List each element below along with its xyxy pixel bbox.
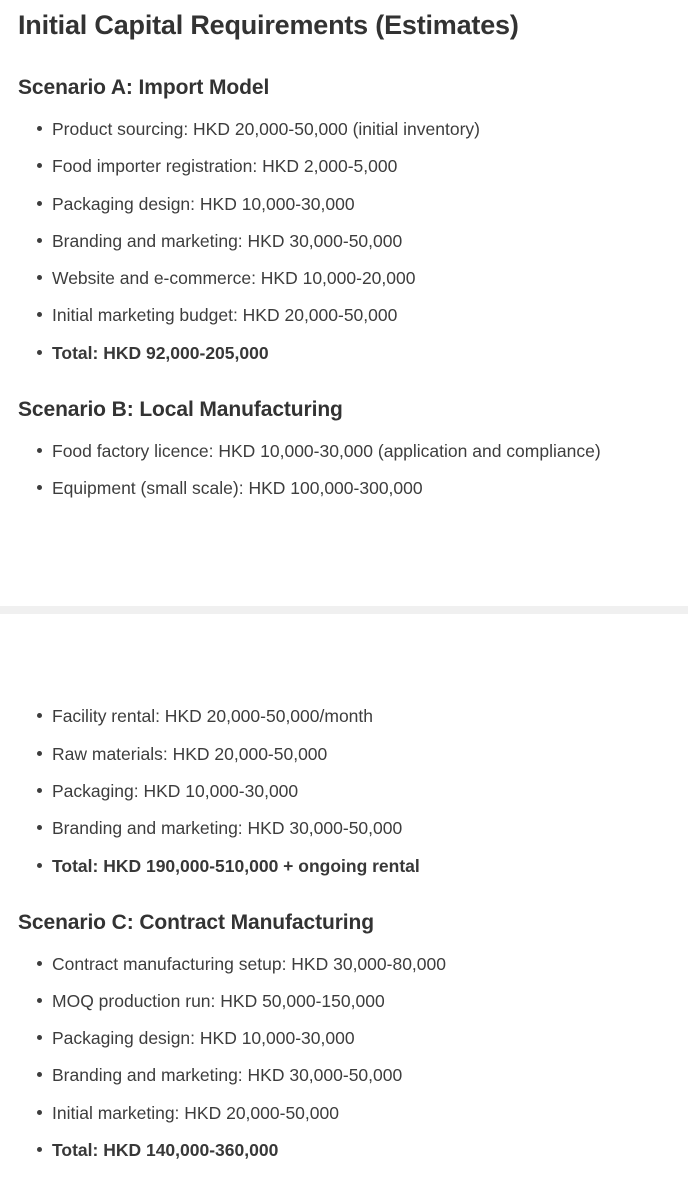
bullet-icon xyxy=(37,163,42,168)
bullet-icon xyxy=(37,1035,42,1040)
list-item-text: Equipment (small scale): HKD 100,000-300,000 xyxy=(52,478,423,499)
section-scenario-b-part-1 xyxy=(18,397,668,499)
bullet-icon xyxy=(37,713,42,718)
list-item-text: Contract manufacturing setup: HKD 30,000-80,000 xyxy=(52,953,446,974)
page-title: Initial Capital Requirements (Estimates) xyxy=(18,10,519,40)
bullet-icon xyxy=(37,126,42,131)
list-item-text: Initial marketing budget: HKD 20,000-50,000 xyxy=(52,305,398,326)
bullet-icon xyxy=(37,350,42,355)
list-item-text: Website and e-commerce: HKD 10,000-20,000 xyxy=(52,268,416,289)
list-item xyxy=(18,118,668,140)
section-scenario-a xyxy=(18,75,668,364)
bullet-icon xyxy=(37,485,42,490)
list-item-text: Total: HKD 140,000-360,000 xyxy=(52,1140,279,1161)
list-item-text: Packaging design: HKD 10,000-30,000 xyxy=(52,193,355,214)
bullet-icon xyxy=(37,863,42,868)
list-item xyxy=(18,705,668,727)
list-item-text: Branding and marketing: HKD 30,000-50,000 xyxy=(52,818,403,839)
list-item-total xyxy=(18,855,668,877)
scenario-a-heading: Scenario A: Import Model xyxy=(18,76,270,99)
bullet-icon xyxy=(37,751,42,756)
list-item-text: Raw materials: HKD 20,000-50,000 xyxy=(52,743,328,764)
list-item-text: Food factory licence: HKD 10,000-30,000 (application and compliance) xyxy=(52,440,601,461)
list-item-text: Total: HKD 92,000-205,000 xyxy=(52,342,269,363)
list-item-text: Branding and marketing: HKD 30,000-50,000 xyxy=(52,230,403,251)
bullet-icon xyxy=(37,448,42,453)
list-item-total xyxy=(18,342,668,364)
scenario-b-list-part-1 xyxy=(18,440,668,499)
list-item xyxy=(18,440,668,462)
scenario-b-heading: Scenario B: Local Manufacturing xyxy=(18,397,343,421)
list-item-text: Total: HKD 190,000-510,000 + ongoing rental xyxy=(52,855,420,876)
list-item xyxy=(18,990,668,1012)
list-item xyxy=(18,1064,668,1086)
list-item xyxy=(18,155,668,177)
bullet-icon xyxy=(37,312,42,317)
bullet-icon xyxy=(37,201,42,206)
scenario-c-heading: Scenario C: Contract Manufacturing xyxy=(18,910,374,934)
list-item xyxy=(18,477,668,499)
bullet-icon xyxy=(37,1072,42,1077)
list-item xyxy=(18,953,668,975)
list-item xyxy=(18,1027,668,1049)
list-item-text: Facility rental: HKD 20,000-50,000/month xyxy=(52,706,373,727)
scenario-b-list-part-2 xyxy=(18,705,668,876)
bullet-icon xyxy=(37,275,42,280)
list-item-text: Packaging: HKD 10,000-30,000 xyxy=(52,780,299,801)
section-scenario-b-part-2 xyxy=(18,705,668,876)
list-item-text: Food importer registration: HKD 2,000-5,000 xyxy=(52,156,398,177)
page-top-margin xyxy=(0,614,688,705)
list-item xyxy=(18,780,668,802)
bullet-icon xyxy=(37,961,42,966)
scenario-a-list xyxy=(18,118,668,364)
scenario-c-list xyxy=(18,953,668,1161)
list-item-total xyxy=(18,1139,668,1161)
document-page-2 xyxy=(0,705,688,1176)
list-item-text: Product sourcing: HKD 20,000-50,000 (initial inventory) xyxy=(52,119,480,139)
list-item xyxy=(18,193,668,215)
section-scenario-c xyxy=(18,910,668,1161)
list-item-text: Initial marketing: HKD 20,000-50,000 xyxy=(52,1102,339,1123)
list-item xyxy=(18,230,668,252)
bullet-icon xyxy=(37,238,42,243)
list-item xyxy=(18,743,668,765)
bullet-icon xyxy=(37,1110,42,1115)
list-item-text: Packaging design: HKD 10,000-30,000 xyxy=(52,1028,355,1049)
list-item xyxy=(18,304,668,326)
list-item xyxy=(18,817,668,839)
bullet-icon xyxy=(37,1147,42,1152)
list-item xyxy=(18,267,668,289)
bullet-icon xyxy=(37,825,42,830)
list-item-text: Branding and marketing: HKD 30,000-50,000 xyxy=(52,1065,403,1086)
page-break-separator xyxy=(0,606,688,614)
list-item-text: MOQ production run: HKD 50,000-150,000 xyxy=(52,990,385,1011)
document-page-1 xyxy=(0,0,688,514)
list-item xyxy=(18,1102,668,1124)
bullet-icon xyxy=(37,788,42,793)
bullet-icon xyxy=(37,998,42,1003)
page-bottom-margin xyxy=(0,514,688,606)
